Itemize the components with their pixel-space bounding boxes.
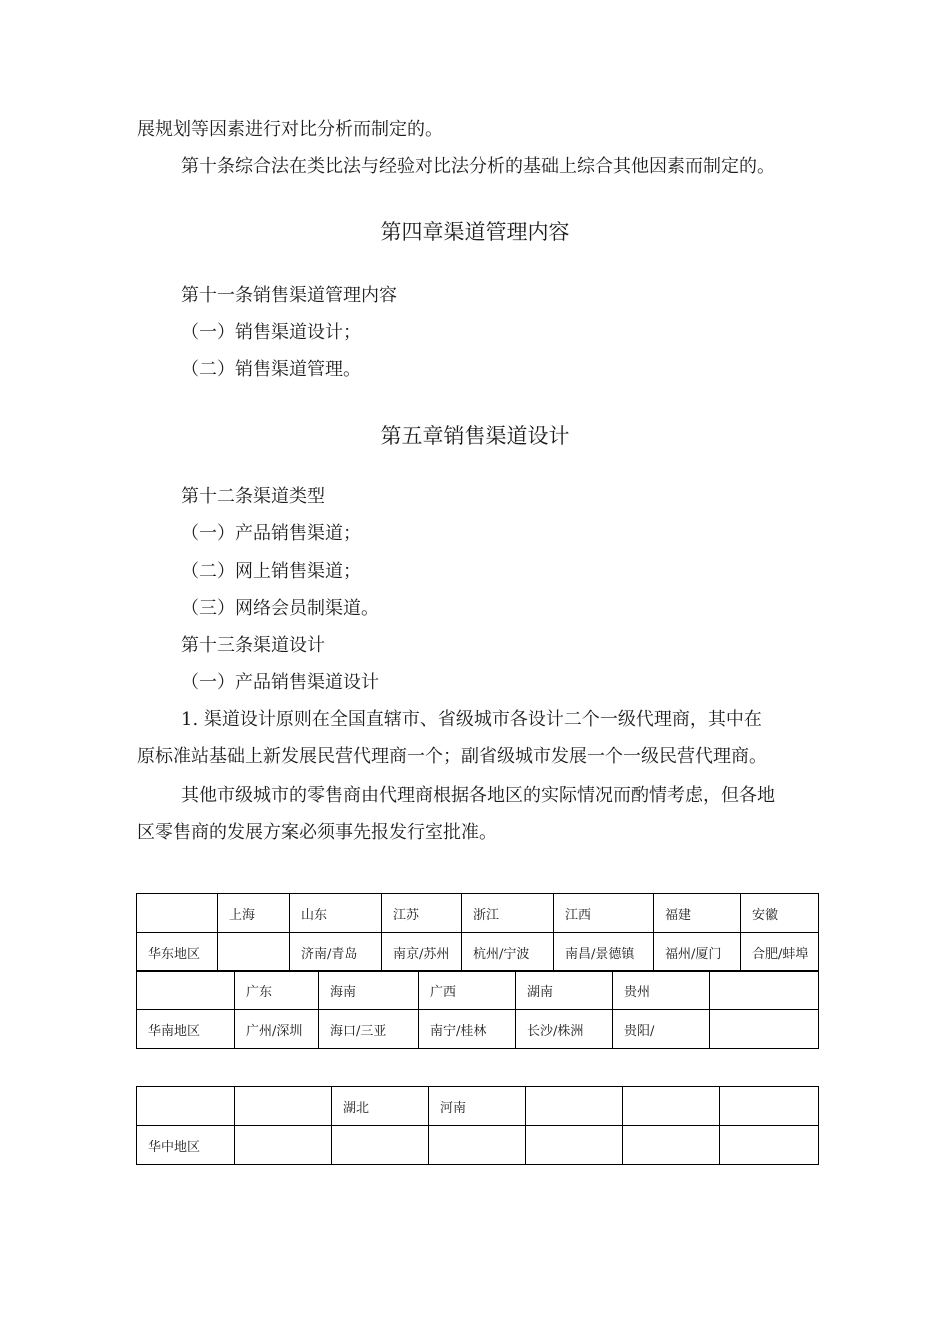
table-cell: 福州/厦门 <box>654 933 741 972</box>
table-cell: 贵州 <box>613 971 710 1010</box>
table-cell: 海南 <box>319 971 419 1010</box>
article-12-item-2: （二）网上销售渠道； <box>181 561 361 582</box>
table-cell <box>710 971 819 1010</box>
table-cell: 湖北 <box>332 1087 429 1126</box>
table-row <box>137 1126 819 1165</box>
retail-paragraph-line-1: 其他市级城市的零售商由代理商根据各地区的实际情况而酌情考虑，但各地 <box>181 785 775 806</box>
table-cell <box>137 1087 235 1126</box>
table-cell: 广东 <box>235 971 319 1010</box>
table-cell: 海口/三亚 <box>319 1010 419 1049</box>
table-cell: 杭州/宁波 <box>462 933 554 972</box>
table-cell <box>623 1087 720 1126</box>
table-cell <box>332 1126 429 1165</box>
table-cell: 华中地区 <box>137 1126 235 1165</box>
article-10-paragraph: 第十条综合法在类比法与经验对比法分析的基础上综合其他因素而制定的。 <box>181 156 775 177</box>
table-cell: 江苏 <box>382 894 462 933</box>
retail-paragraph-line-2: 区零售商的发展方案必须事先报发行室批准。 <box>137 822 497 843</box>
table-cell: 福建 <box>654 894 741 933</box>
paragraph-continuation: 展规划等因素进行对比分析而制定的。 <box>137 119 443 140</box>
article-12-item-3: （三）网络会员制渠道。 <box>181 598 379 619</box>
table-cell: 合肥/蚌埠 <box>741 933 819 972</box>
table-row <box>137 894 819 933</box>
east-china-table <box>136 893 819 972</box>
table-cell <box>720 1126 819 1165</box>
table-cell: 济南/青岛 <box>290 933 382 972</box>
table-row <box>137 933 819 972</box>
table-cell <box>526 1087 623 1126</box>
table-cell: 贵阳/ <box>613 1010 710 1049</box>
south-china-table <box>136 970 819 1049</box>
table-cell: 安徽 <box>741 894 819 933</box>
table-cell: 浙江 <box>462 894 554 933</box>
article-13-item-1: （一）产品销售渠道设计 <box>181 672 379 693</box>
table-cell <box>720 1087 819 1126</box>
table-cell <box>137 971 235 1010</box>
design-principle-line-2: 原标准站基础上新发展民营代理商一个；副省级城市发展一个一级民营代理商。 <box>137 746 767 767</box>
table-cell: 江西 <box>554 894 654 933</box>
article-12-item-1: （一）产品销售渠道； <box>181 523 361 544</box>
table-cell: 华东地区 <box>137 933 218 972</box>
table-cell <box>235 1087 332 1126</box>
table-cell <box>429 1126 526 1165</box>
table-cell: 南京/苏州 <box>382 933 462 972</box>
table-cell: 南宁/桂林 <box>419 1010 516 1049</box>
table-cell: 长沙/株洲 <box>516 1010 613 1049</box>
table-cell <box>526 1126 623 1165</box>
table-row <box>137 1010 819 1049</box>
article-11-item-1: （一）销售渠道设计； <box>181 322 361 343</box>
table-row <box>137 1087 819 1126</box>
article-12-title: 第十二条渠道类型 <box>181 486 325 507</box>
table-row <box>137 971 819 1010</box>
table-cell <box>623 1126 720 1165</box>
article-11-title: 第十一条销售渠道管理内容 <box>181 285 397 306</box>
table-cell: 广西 <box>419 971 516 1010</box>
design-principle-line-1: 1. 渠道设计原则在全国直辖市、省级城市各设计二个一级代理商，其中在 <box>181 709 762 730</box>
table-cell <box>218 933 290 972</box>
chapter-5-title: 第五章销售渠道设计 <box>380 424 570 448</box>
article-11-item-2: （二）销售渠道管理。 <box>181 359 361 380</box>
table-cell: 广州/深圳 <box>235 1010 319 1049</box>
table-cell: 河南 <box>429 1087 526 1126</box>
table-cell <box>710 1010 819 1049</box>
table-cell: 上海 <box>218 894 290 933</box>
table-cell: 山东 <box>290 894 382 933</box>
table-cell: 湖南 <box>516 971 613 1010</box>
chapter-4-title: 第四章渠道管理内容 <box>380 220 570 244</box>
table-cell: 南昌/景德镇 <box>554 933 654 972</box>
table-cell: 华南地区 <box>137 1010 235 1049</box>
table-cell <box>235 1126 332 1165</box>
article-13-title: 第十三条渠道设计 <box>181 635 325 656</box>
central-china-table <box>136 1086 819 1165</box>
table-cell <box>137 894 218 933</box>
